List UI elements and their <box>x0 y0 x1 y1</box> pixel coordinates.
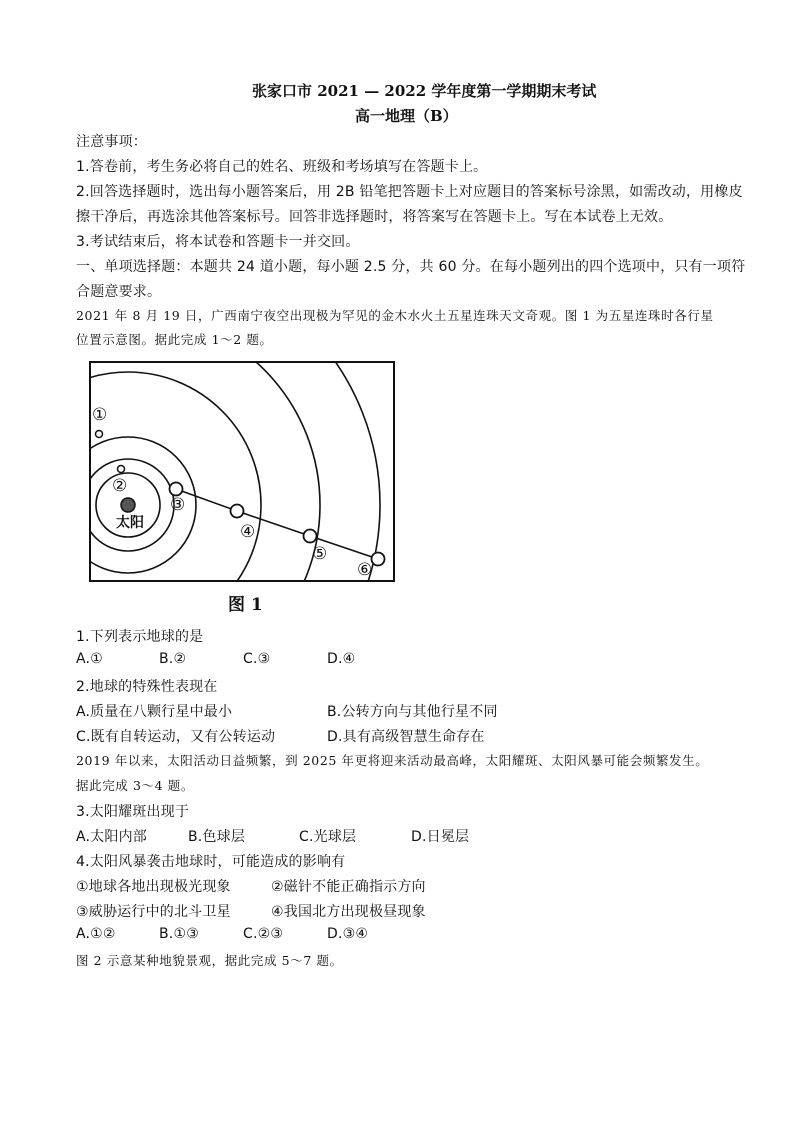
planet-5 <box>304 530 317 543</box>
q3-option-c: C.光球层 <box>299 829 357 845</box>
q1-option-c: C.③ <box>243 651 271 667</box>
q2-option-d: D.具有高级智慧生命存在 <box>327 729 485 745</box>
section-1-instructions-line-1: 一、单项选择题：本题共 24 道小题，每小题 2.5 分，共 60 分。在每小题列出的四个选项中，只有一项符 <box>76 259 746 275</box>
q4-statement-4: ④我国北方出现极昼现象 <box>271 904 426 920</box>
marker-2: ② <box>112 476 128 496</box>
sun <box>121 498 135 512</box>
exam-subtitle: 高一地理（B） <box>355 107 458 125</box>
marker-4: ④ <box>240 522 256 542</box>
q4-option-d: D.③④ <box>327 926 369 942</box>
q3-stem: 3.太阳耀斑出现于 <box>76 804 190 820</box>
q4-option-c: C.②③ <box>243 926 284 942</box>
q1-option-d: D.④ <box>327 651 356 667</box>
figure-1-caption: 图 1 <box>228 595 263 615</box>
marker-5: ⑤ <box>312 544 328 564</box>
figure-frame <box>90 362 394 581</box>
planet-3 <box>170 483 183 496</box>
stimulus-2-line-2: 据此完成 3～4 题。 <box>76 778 194 793</box>
planet-4 <box>231 505 244 518</box>
planet-small-2 <box>118 466 125 473</box>
notice-item-2-line-1: 2.回答选择题时，选出每小题答案后，用 2B 铅笔把答题卡上对应题目的答案标号涂黑，如需改动，用橡皮 <box>76 184 743 200</box>
stimulus-3-line-1: 图 2 示意某种地貌景观，据此完成 5～7 题。 <box>76 953 343 968</box>
notice-item-2-line-2: 擦干净后，再选涂其他答案标号。回答非选择题时，将答案写在答题卡上。写在本试卷上无效。 <box>76 209 673 225</box>
stimulus-2-line-1: 2019 年以来，太阳活动日益频繁，到 2025 年更将迎来活动最高峰，太阳耀斑、太阳风暴可能会频繁发生。 <box>76 753 709 768</box>
q3-option-d: D.日冕层 <box>411 829 470 845</box>
planet-6 <box>372 553 385 566</box>
planet-small-1 <box>96 431 103 438</box>
q1-option-b: B.② <box>159 651 187 667</box>
stimulus-1-line-2: 位置示意图。据此完成 1～2 题。 <box>76 332 273 347</box>
marker-6: ⑥ <box>357 560 373 580</box>
q2-option-c: C.既有自转运动，又有公转运动 <box>76 729 276 745</box>
q3-option-a: A.太阳内部 <box>76 829 147 845</box>
q2-stem: 2.地球的特殊性表现在 <box>76 679 218 695</box>
q4-statement-3: ③威胁运行中的北斗卫星 <box>76 904 231 920</box>
q4-statement-2: ②磁针不能正确指示方向 <box>271 879 426 895</box>
q1-stem: 1.下列表示地球的是 <box>76 629 204 645</box>
exam-title: 张家口市 2021 — 2022 学年度第一学期期末考试 <box>252 82 597 100</box>
figure-1-planet-diagram <box>88 360 406 596</box>
notice-item-3: 3.考试结束后，将本试卷和答题卡一并交回。 <box>76 234 360 250</box>
notice-item-1: 1.答卷前，考生务必将自己的姓名、班级和考场填写在答题卡上。 <box>76 159 488 175</box>
q2-option-b: B.公转方向与其他行星不同 <box>327 704 498 720</box>
q3-option-b: B.色球层 <box>188 829 246 845</box>
marker-3: ③ <box>170 495 186 515</box>
q4-option-b: B.①③ <box>159 926 199 942</box>
stimulus-1-line-1: 2021 年 8 月 19 日，广西南宁夜空出现极为罕见的金木水火土五星连珠天文奇观。图 1 为五星连珠时各行星 <box>76 308 714 323</box>
q1-option-a: A.① <box>76 651 103 667</box>
q4-option-a: A.①② <box>76 926 116 942</box>
q2-option-a: A.质量在八颗行星中最小 <box>76 704 233 720</box>
notice-heading: 注意事项： <box>76 134 147 150</box>
marker-1: ① <box>92 405 108 425</box>
sun-label: 太阳 <box>116 515 144 531</box>
q4-stem: 4.太阳风暴袭击地球时，可能造成的影响有 <box>76 854 346 870</box>
q4-statement-1: ①地球各地出现极光现象 <box>76 879 231 895</box>
section-1-instructions-line-2: 合题意要求。 <box>76 284 162 300</box>
